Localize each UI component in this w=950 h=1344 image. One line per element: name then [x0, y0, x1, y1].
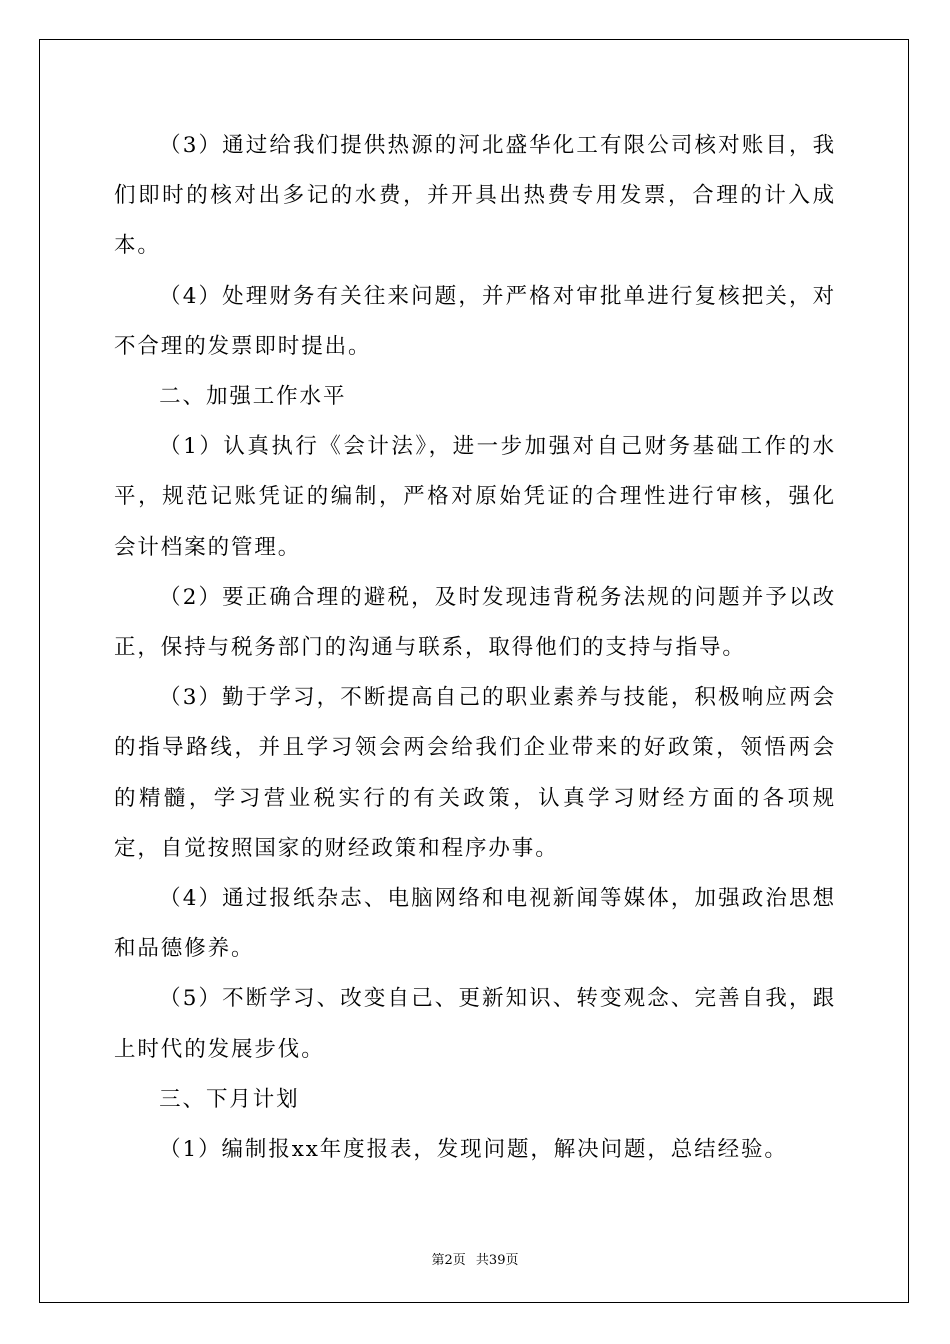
paragraph-3-hebei-account: （3）通过给我们提供热源的河北盛华化工有限公司核对账目，我们即时的核对出多记的水费，并开具出热费专用发票，合理的计入成本。: [114, 133, 836, 259]
page-number-footer: 第2页 共39页: [431, 1253, 519, 1268]
paragraph-1-accounting-law: （1）认真执行《会计法》，进一步加强对自己财务基础工作的水平，规范记账凭证的编制，严格对原始凭证的合理性进行审核，强化会计档案的管理。: [114, 434, 836, 560]
paragraph-1-annual-report: （1）编制报xx年度报表，发现问题，解决问题，总结经验。: [159, 1137, 788, 1163]
document-body: [114, 121, 836, 1175]
paragraph-3-study: （3）勤于学习，不断提高自己的职业素养与技能，积极响应两会的指导路线，并且学习领会两会给我们企业带来的好政策，领悟两会的精髓，学习营业税实行的有关政策，认真学习财经方面的各项规定，自觉按照国家的财经政策和程序办事。: [114, 685, 836, 861]
paragraph-4-media: （4）通过报纸杂志、电脑网络和电视新闻等媒体，加强政治思想和品德修养。: [114, 886, 836, 962]
section-heading-3: 三、下月计划: [159, 1086, 300, 1112]
paragraph-4-financial-issues: （4）处理财务有关往来问题，并严格对审批单进行复核把关，对不合理的发票即时提出。: [114, 283, 836, 359]
section-heading-2: 二、加强工作水平: [159, 384, 347, 410]
paragraph-2-tax: （2）要正确合理的避税，及时发现违背税务法规的问题并予以改正，保持与税务部门的沟通与联系，取得他们的支持与指导。: [114, 584, 836, 661]
paragraph-5-self-improvement: （5）不断学习、改变自己、更新知识、转变观念、完善自我，跟上时代的发展步伐。: [114, 986, 836, 1062]
